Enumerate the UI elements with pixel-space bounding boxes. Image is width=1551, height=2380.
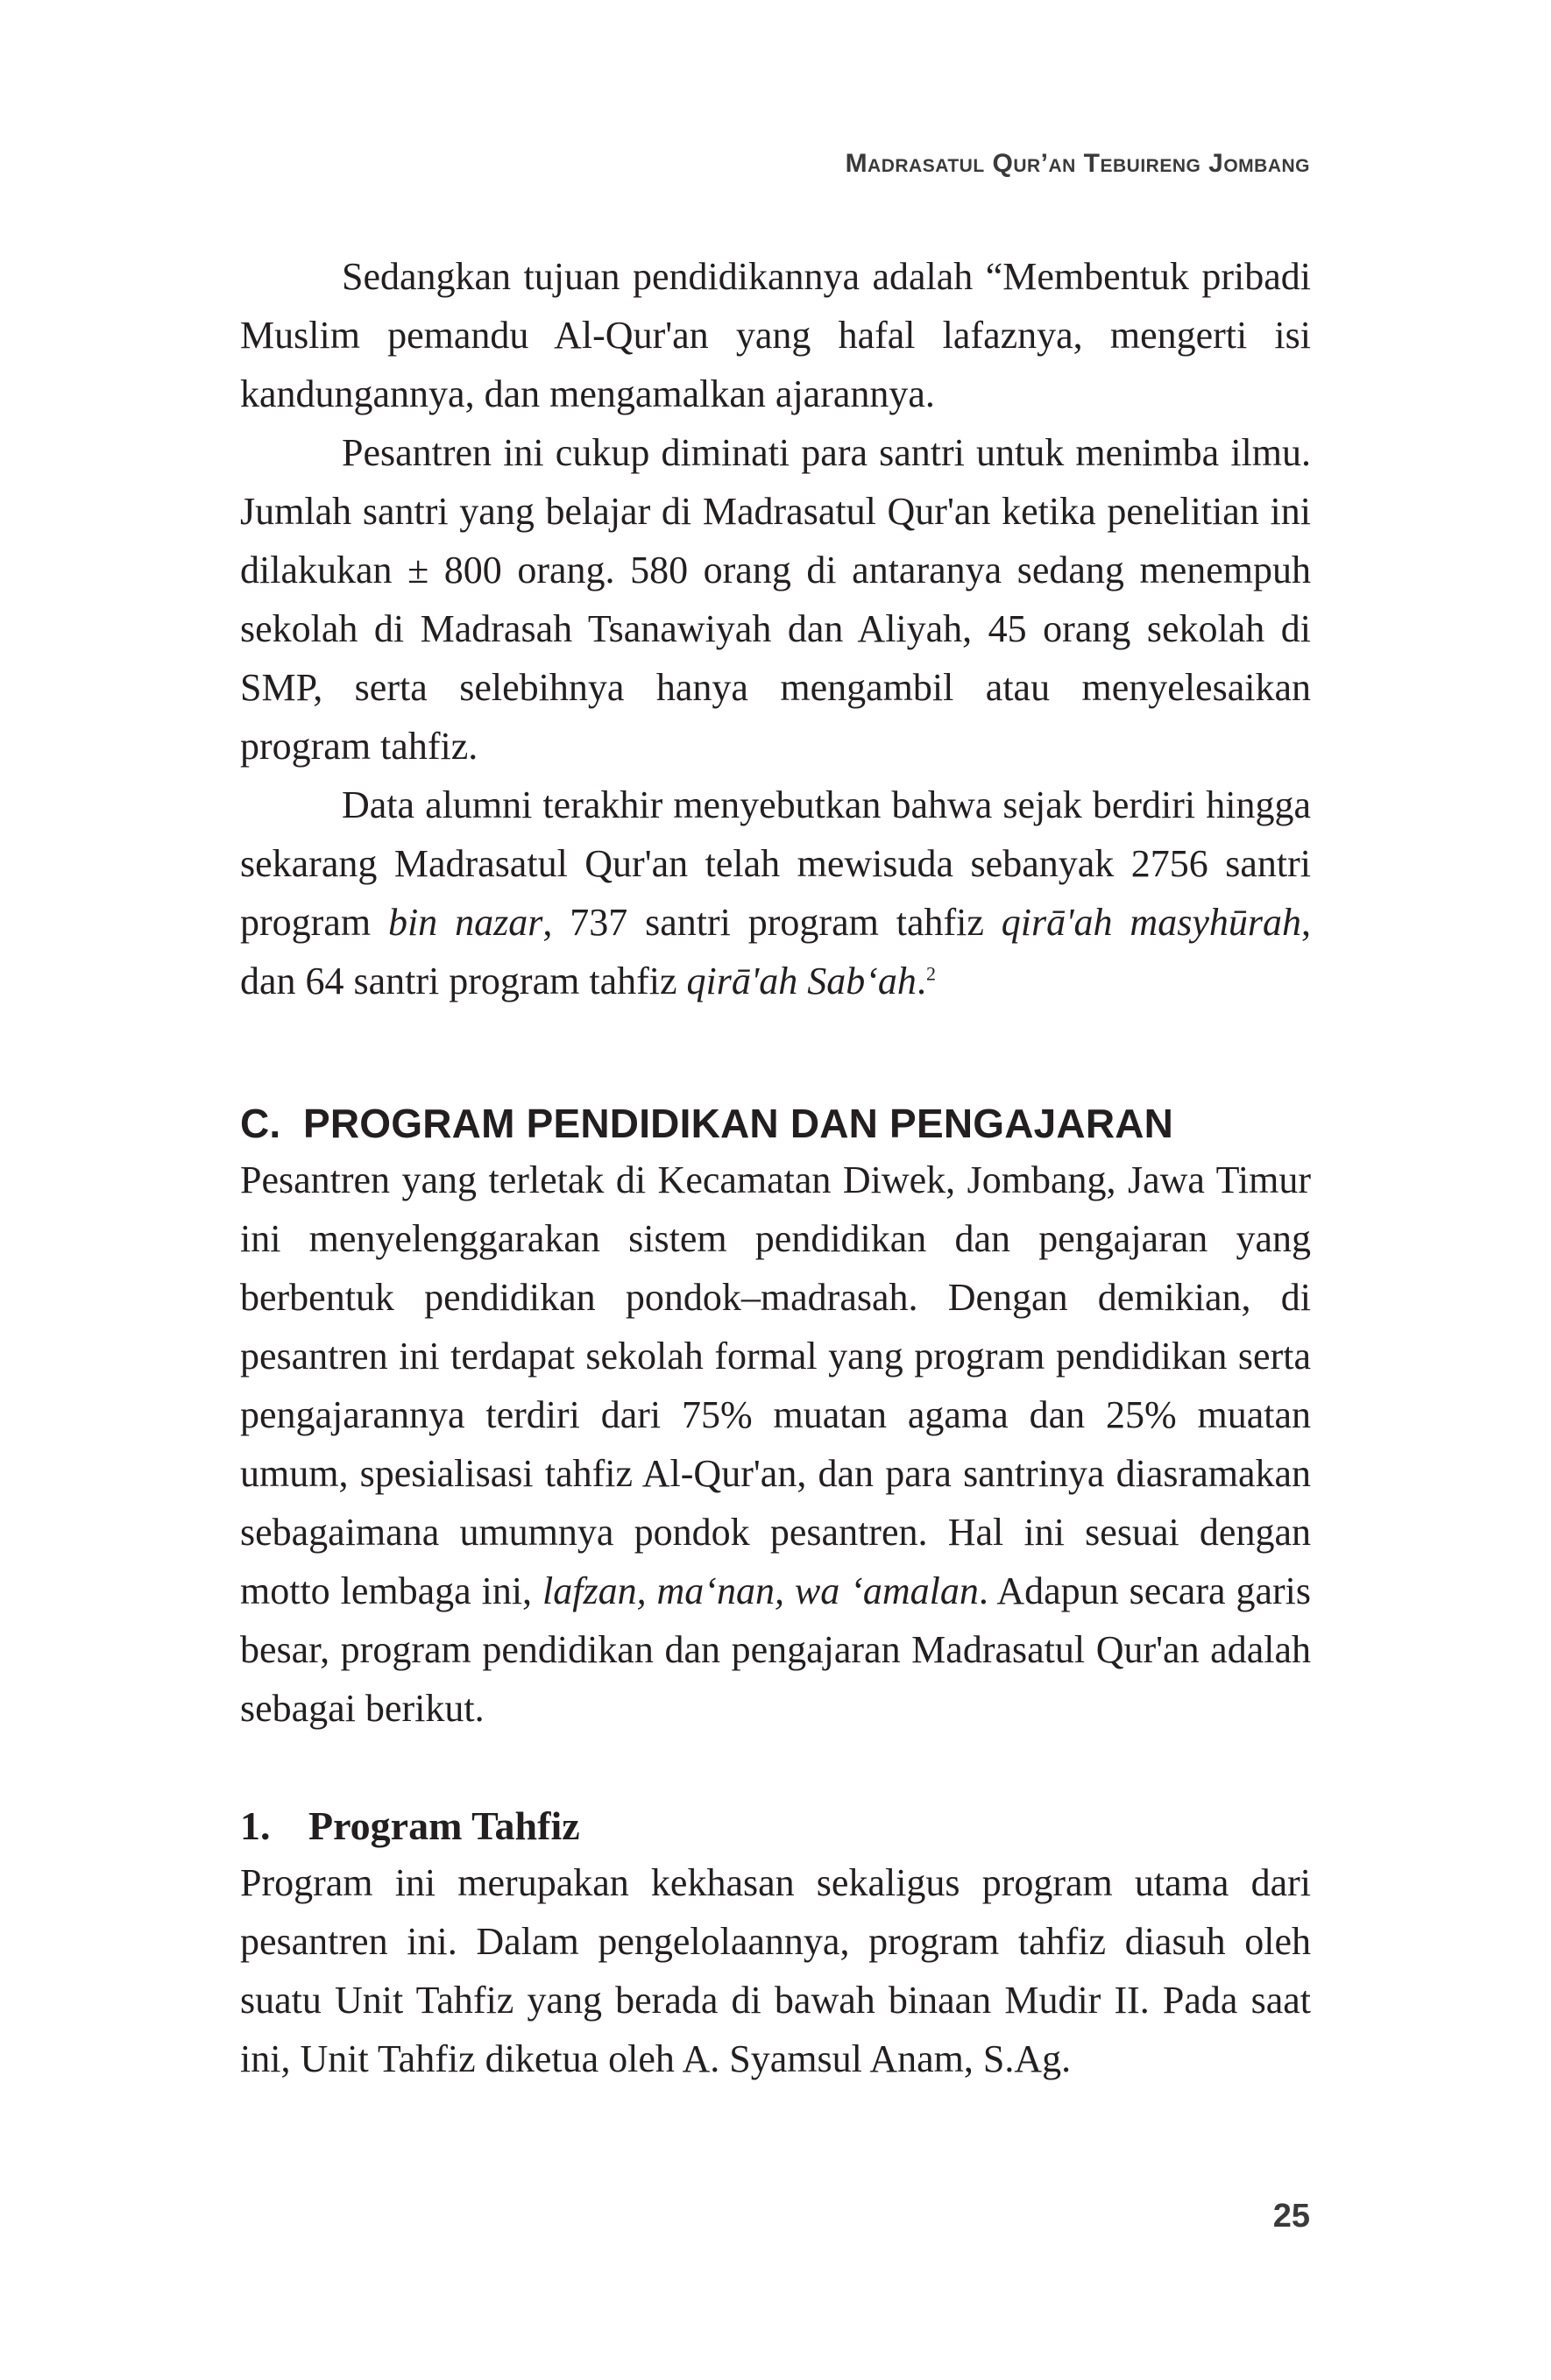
footnote-marker: 2: [925, 962, 936, 985]
section-heading: [240, 1096, 1311, 1151]
italic-term: bin nazar: [387, 901, 543, 944]
text-segment: , 737 santri program tahfiz: [542, 901, 1002, 944]
page-content: [240, 247, 1311, 2088]
text-segment: . Adapun secara garis besar, program pendidikan dan pengajaran Madrasatul Qur'an adalah sebagai berikut.: [240, 1569, 1311, 1730]
subsection-number: 1.: [240, 1803, 271, 1848]
text-segment: , dan 64 santri program tahfiz: [240, 901, 1311, 1002]
paragraph-student-count: Pesantren ini cukup diminati para santri untuk menimba ilmu. Jumlah santri yang belajar di Madrasatul Qur'an ketika penelitian ini dilakukan ± 800 orang. 580 orang di antaranya sedang menempuh sekolah di Madrasah Tsanawiyah dan Aliyah, 45 orang sekolah di SMP, serta selebihnya hanya mengambil atau menyelesaikan program tahfiz.: [240, 431, 1311, 768]
paragraph-alumni: [240, 776, 1311, 1010]
text-segment: Data alumni terakhir menyebutkan bahwa sejak berdiri hingga sekarang Madrasatul Qur'an telah mewisuda sebanyak 2756 santri program: [240, 783, 1311, 944]
paragraph-program-tahfiz: Program ini merupakan kekhasan sekaligus program utama dari pesantren ini. Dalam pengelolaannya, program tahfiz diasuh oleh suatu Unit Tahfiz yang berada di bawah binaan Mudir II. Pada saat ini, Unit Tahfiz diketua oleh A. Syamsul Anam, S.Ag.: [240, 1861, 1311, 2080]
section-number: C.: [240, 1101, 281, 1146]
section-title: PROGRAM PENDIDIKAN DAN PENGAJARAN: [303, 1101, 1174, 1146]
italic-term: qirā'ah Sab‘ah: [686, 960, 917, 1002]
subsection-heading: [240, 1799, 1311, 1853]
italic-term: qirā'ah masyhūrah: [1001, 901, 1301, 944]
text-segment: .: [916, 960, 926, 1002]
running-header: Madrasatul Qur’an Tebuireng Jombang: [845, 149, 1310, 178]
text-segment: Pesantren yang terletak di Kecamatan Diwek, Jombang, Jawa Timur ini menyelenggarakan sistem pendidikan dan pengajaran yang berbentuk pendidikan pondok–madrasah. Dengan demikian, di pesantren ini terdapat sekolah formal yang program pendidikan serta pengajarannya terdiri dari 75% muatan agama dan 25% muatan umum, spesialisasi tahfiz Al-Qur'an, dan para santrinya diasramakan sebagaimana umumnya pondok pesantren. Hal ini sesuai dengan motto lembaga ini,: [240, 1158, 1311, 1612]
italic-motto: lafzan, ma‘nan, wa ‘amalan: [542, 1569, 979, 1612]
paragraph-education-goal: Sedangkan tujuan pendidikannya adalah “Membentuk pribadi Muslim pemandu Al-Qur'an yang hafal lafaznya, mengerti isi kandungannya, dan mengamalkan ajarannya.: [240, 255, 1311, 415]
paragraph-section-c: [240, 1151, 1311, 1738]
subsection-title: Program Tahfiz: [308, 1803, 580, 1848]
page-number: 25: [1272, 2198, 1310, 2235]
